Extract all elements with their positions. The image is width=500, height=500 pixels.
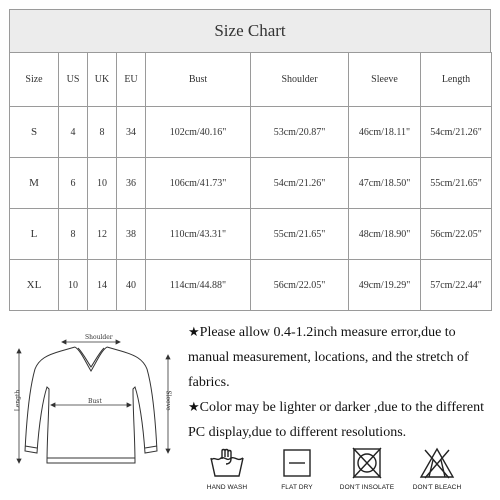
table-row (10, 209, 492, 260)
table-cell: L (10, 209, 59, 260)
do-not-insolate-icon (347, 446, 387, 480)
star-icon: ★ (188, 400, 200, 415)
note-color-difference: ★Color may be lighter or darker ,due to the different PC display,due to different resolutions. (188, 400, 484, 440)
star-icon: ★ (188, 325, 200, 340)
length-label: Length (14, 389, 22, 412)
header-cell: Length (421, 53, 492, 107)
note-measure-error: ★Please allow 0.4-1.2inch measure error,due to manual measurement, locations, and the stretch of fabrics. (188, 325, 469, 390)
table-cell: 46cm/18.11" (349, 107, 421, 158)
table-cell: 6 (59, 158, 88, 209)
table-cell: 55cm/21.65" (421, 158, 492, 209)
table-cell: 55cm/21.65" (251, 209, 349, 260)
care-instructions (195, 446, 495, 500)
care-item-do-not-insolate (335, 446, 399, 491)
header-cell: Size (10, 53, 59, 107)
table-cell: 56cm/22.05" (251, 260, 349, 311)
care-item-hand-wash (195, 446, 259, 491)
table-cell: 36 (117, 158, 146, 209)
header-cell: EU (117, 53, 146, 107)
care-label: DON'T INSOLATE (339, 484, 395, 491)
table-cell: 14 (88, 260, 117, 311)
shoulder-label: Shoulder (85, 334, 113, 341)
flat-dry-icon (277, 446, 317, 480)
size-chart-title: Size Chart (9, 9, 491, 52)
table-cell: 102cm/40.16" (146, 107, 251, 158)
table-header-row (10, 53, 492, 107)
care-item-do-not-bleach (405, 446, 469, 491)
table-cell: 110cm/43.31" (146, 209, 251, 260)
table-row (10, 260, 492, 311)
table-cell: XL (10, 260, 59, 311)
sleeve-label: Sleeve (164, 390, 172, 411)
table-cell: 54cm/21.26" (251, 158, 349, 209)
garment-measurement-diagram (5, 325, 180, 475)
table-row (10, 107, 492, 158)
header-cell: Sleeve (349, 53, 421, 107)
table-cell: 48cm/18.90" (349, 209, 421, 260)
bust-label: Bust (88, 398, 102, 405)
table-row (10, 158, 492, 209)
table-cell: 10 (88, 158, 117, 209)
table-cell: 47cm/18.50" (349, 158, 421, 209)
care-label: FLAT DRY (281, 484, 313, 491)
do-not-bleach-icon (417, 446, 457, 480)
table-cell: 40 (117, 260, 146, 311)
table-cell: 10 (59, 260, 88, 311)
table-cell: S (10, 107, 59, 158)
header-cell: UK (88, 53, 117, 107)
table-cell: 57cm/22.44" (421, 260, 492, 311)
header-cell: Bust (146, 53, 251, 107)
table-cell: 49cm/19.29" (349, 260, 421, 311)
table-cell: 8 (59, 209, 88, 260)
table-cell: 34 (117, 107, 146, 158)
table-cell: 106cm/41.73" (146, 158, 251, 209)
hand-wash-icon (207, 446, 247, 480)
table-cell: 54cm/21.26" (421, 107, 492, 158)
table-cell: 4 (59, 107, 88, 158)
table-cell: 12 (88, 209, 117, 260)
table-cell: M (10, 158, 59, 209)
table-cell: 8 (88, 107, 117, 158)
table-cell: 53cm/20.87" (251, 107, 349, 158)
care-item-flat-dry (265, 446, 329, 491)
table-cell: 38 (117, 209, 146, 260)
notes-section (188, 320, 500, 445)
size-table (9, 52, 492, 311)
header-cell: Shoulder (251, 53, 349, 107)
table-cell: 56cm/22.05" (421, 209, 492, 260)
care-label: DON'T BLEACH (412, 484, 462, 491)
care-label: HAND WASH (206, 484, 248, 491)
header-cell: US (59, 53, 88, 107)
table-cell: 114cm/44.88" (146, 260, 251, 311)
